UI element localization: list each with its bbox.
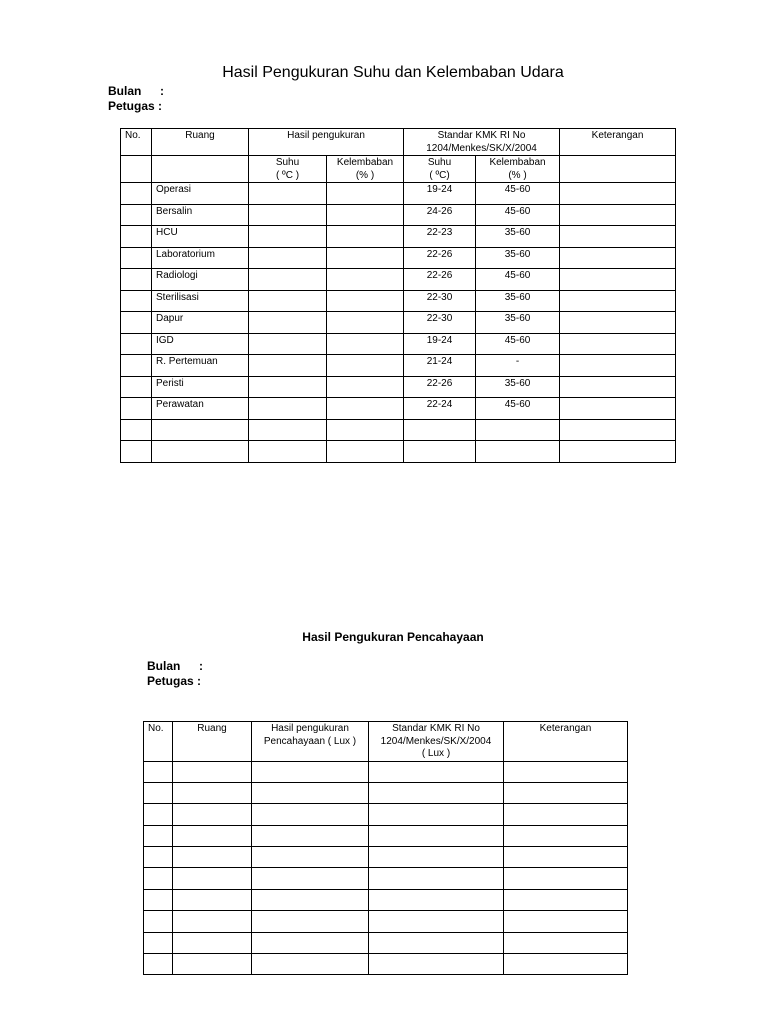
header-std-suhu-unit: ( ºC)	[429, 169, 450, 181]
cell-keterangan	[504, 782, 628, 803]
cell-no	[121, 290, 152, 312]
cell-no	[144, 825, 173, 846]
table-row	[121, 183, 676, 205]
cell-hasil	[252, 911, 369, 932]
header-standar-2	[369, 722, 504, 762]
cell-hasil	[252, 761, 369, 782]
cell-keterangan	[560, 312, 676, 334]
cell-std-kelembaban: 45-60	[476, 333, 560, 355]
cell-no	[144, 761, 173, 782]
cell-keterangan	[504, 847, 628, 868]
cell-no	[121, 247, 152, 269]
header-standar-line2: 1204/Menkes/SK/X/2004	[426, 142, 537, 154]
cell-keterangan	[504, 932, 628, 953]
header-ruang-cont	[152, 156, 249, 183]
cell-suhu	[249, 269, 327, 291]
header-standar2-line1: Standar KMK RI No	[392, 723, 480, 734]
cell-ruang	[173, 825, 252, 846]
cell-keterangan	[560, 290, 676, 312]
cell-suhu	[249, 355, 327, 377]
cell-kelembaban	[327, 312, 404, 334]
cell-kelembaban	[327, 333, 404, 355]
header-no-2: No.	[144, 722, 173, 762]
cell-ruang	[173, 761, 252, 782]
header-row	[144, 722, 628, 762]
cell-hasil	[252, 954, 369, 975]
cell-ruang	[173, 782, 252, 803]
cell-kelembaban	[327, 247, 404, 269]
header-keterangan-cont	[560, 156, 676, 183]
cell-ruang: Dapur	[152, 312, 249, 334]
cell-std-kelembaban: 35-60	[476, 247, 560, 269]
cell-ruang	[173, 932, 252, 953]
header-standar2-line2: 1204/Menkes/SK/X/2004	[380, 735, 492, 747]
header-keterangan-2: Keterangan	[504, 722, 628, 762]
cell-hasil	[252, 932, 369, 953]
cell-std-suhu	[404, 419, 476, 441]
petugas-label-2: Petugas :	[147, 674, 202, 688]
header-no: No.	[121, 129, 152, 156]
cell-std-suhu: 19-24	[404, 333, 476, 355]
cell-no	[121, 355, 152, 377]
cell-keterangan	[560, 226, 676, 248]
cell-no	[144, 911, 173, 932]
cell-ruang	[173, 868, 252, 889]
page-title: Hasil Pengukuran Suhu dan Kelembaban Udara	[222, 64, 564, 81]
header-keterangan: Keterangan	[560, 129, 676, 156]
cell-standar	[369, 911, 504, 932]
header-std-suhu-label: Suhu	[427, 157, 452, 168]
cell-hasil	[252, 889, 369, 910]
cell-keterangan	[504, 954, 628, 975]
cell-ruang: Bersalin	[152, 204, 249, 226]
cell-standar	[369, 868, 504, 889]
cell-no	[144, 954, 173, 975]
cell-std-suhu: 22-30	[404, 312, 476, 334]
cell-hasil	[252, 782, 369, 803]
suhu-kelembaban-table	[120, 128, 676, 463]
table-row	[121, 290, 676, 312]
cell-std-suhu: 19-24	[404, 183, 476, 205]
table-row	[144, 954, 628, 975]
table-row	[121, 355, 676, 377]
header-ruang: Ruang	[152, 129, 249, 156]
petugas-row	[108, 99, 164, 114]
cell-keterangan	[560, 398, 676, 420]
cell-no	[121, 226, 152, 248]
cell-hasil	[252, 825, 369, 846]
cell-ruang	[173, 847, 252, 868]
cell-keterangan	[504, 804, 628, 825]
cell-std-suhu: 22-23	[404, 226, 476, 248]
cell-ruang	[152, 419, 249, 441]
cell-standar	[369, 954, 504, 975]
cell-ruang: Radiologi	[152, 269, 249, 291]
bulan-colon-2: :	[199, 659, 203, 673]
header-std-kelembaban-label: Kelembaban	[489, 157, 546, 168]
cell-no	[144, 868, 173, 889]
table-row	[121, 398, 676, 420]
cell-keterangan	[560, 376, 676, 398]
cell-ruang: IGD	[152, 333, 249, 355]
cell-ruang: Sterilisasi	[152, 290, 249, 312]
section2-meta	[147, 659, 203, 689]
cell-std-kelembaban: 35-60	[476, 312, 560, 334]
cell-keterangan	[560, 269, 676, 291]
cell-suhu	[249, 398, 327, 420]
cell-ruang: R. Pertemuan	[152, 355, 249, 377]
cell-kelembaban	[327, 441, 404, 463]
section2-title: Hasil Pengukuran Pencahayaan	[302, 630, 484, 644]
cell-keterangan	[560, 355, 676, 377]
cell-keterangan	[560, 247, 676, 269]
cell-kelembaban	[327, 269, 404, 291]
cell-suhu	[249, 376, 327, 398]
cell-suhu	[249, 204, 327, 226]
cell-no	[121, 312, 152, 334]
cell-suhu	[249, 441, 327, 463]
cell-hasil	[252, 868, 369, 889]
cell-kelembaban	[327, 183, 404, 205]
cell-std-suhu: 22-26	[404, 247, 476, 269]
header-row-2	[121, 156, 676, 183]
cell-kelembaban	[327, 376, 404, 398]
cell-std-suhu: 22-30	[404, 290, 476, 312]
table-row	[144, 825, 628, 846]
header-suhu-unit: ( ºC )	[275, 169, 300, 181]
cell-hasil	[252, 804, 369, 825]
cell-ruang	[152, 441, 249, 463]
cell-kelembaban	[327, 355, 404, 377]
header-standar2-line3: ( Lux )	[421, 748, 451, 759]
cell-standar	[369, 889, 504, 910]
cell-keterangan	[504, 911, 628, 932]
table-row	[121, 376, 676, 398]
cell-std-kelembaban: 45-60	[476, 269, 560, 291]
cell-std-kelembaban: -	[476, 355, 560, 377]
cell-kelembaban	[327, 204, 404, 226]
cell-no	[144, 889, 173, 910]
cell-no	[121, 333, 152, 355]
cell-no	[121, 269, 152, 291]
cell-no	[121, 419, 152, 441]
cell-keterangan	[560, 419, 676, 441]
table-row	[121, 226, 676, 248]
cell-suhu	[249, 226, 327, 248]
bulan-label: Bulan	[108, 84, 142, 98]
cell-no	[121, 376, 152, 398]
cell-ruang: HCU	[152, 226, 249, 248]
cell-kelembaban	[327, 419, 404, 441]
cell-kelembaban	[327, 290, 404, 312]
header-std-kelembaban-unit: (% )	[508, 169, 527, 181]
cell-std-kelembaban: 35-60	[476, 376, 560, 398]
table-row	[144, 782, 628, 803]
header-hasil-line1: Hasil pengukuran	[271, 723, 349, 734]
cell-standar	[369, 932, 504, 953]
cell-no	[121, 441, 152, 463]
cell-keterangan	[504, 825, 628, 846]
cell-ruang	[173, 911, 252, 932]
header-no-cont	[121, 156, 152, 183]
cell-no	[144, 782, 173, 803]
header-kelembaban-label: Kelembaban	[336, 157, 394, 168]
cell-no	[144, 804, 173, 825]
cell-no	[121, 183, 152, 205]
cell-std-suhu: 22-26	[404, 269, 476, 291]
cell-suhu	[249, 183, 327, 205]
cell-standar	[369, 847, 504, 868]
cell-suhu	[249, 419, 327, 441]
table-row	[121, 247, 676, 269]
cell-std-suhu: 24-26	[404, 204, 476, 226]
header-std-suhu	[404, 156, 476, 183]
cell-hasil	[252, 847, 369, 868]
cell-std-suhu: 22-24	[404, 398, 476, 420]
table-row	[144, 847, 628, 868]
cell-keterangan	[504, 868, 628, 889]
table-row	[121, 269, 676, 291]
table-row	[144, 804, 628, 825]
table-row	[121, 312, 676, 334]
cell-no	[144, 932, 173, 953]
cell-standar	[369, 804, 504, 825]
cell-std-kelembaban	[476, 441, 560, 463]
bulan-row	[108, 84, 164, 99]
header-kelembaban-unit: (% )	[355, 169, 375, 181]
table-row	[144, 868, 628, 889]
table-row	[144, 761, 628, 782]
cell-ruang: Perawatan	[152, 398, 249, 420]
header-hasil-line2: Pencahayaan ( Lux )	[263, 735, 357, 747]
header-suhu-label: Suhu	[275, 157, 300, 168]
table-row	[121, 419, 676, 441]
cell-suhu	[249, 312, 327, 334]
cell-kelembaban	[327, 226, 404, 248]
header-hasil-pengukuran: Hasil pengukuran	[249, 129, 404, 156]
cell-suhu	[249, 247, 327, 269]
cell-ruang	[173, 954, 252, 975]
table-row	[144, 889, 628, 910]
cell-std-kelembaban	[476, 419, 560, 441]
header-standar	[404, 129, 560, 156]
cell-ruang: Operasi	[152, 183, 249, 205]
table-row	[121, 441, 676, 463]
cell-keterangan	[560, 333, 676, 355]
table-row	[121, 204, 676, 226]
petugas-label: Petugas :	[108, 99, 163, 113]
cell-ruang	[173, 804, 252, 825]
header-kelembaban	[327, 156, 404, 183]
cell-no	[121, 398, 152, 420]
section1-meta	[108, 84, 164, 114]
cell-standar	[369, 761, 504, 782]
cell-std-kelembaban: 35-60	[476, 226, 560, 248]
cell-suhu	[249, 333, 327, 355]
cell-no	[121, 204, 152, 226]
cell-std-kelembaban: 35-60	[476, 290, 560, 312]
pencahayaan-table	[143, 721, 628, 975]
cell-no	[144, 847, 173, 868]
cell-keterangan	[560, 183, 676, 205]
cell-kelembaban	[327, 398, 404, 420]
cell-keterangan	[504, 889, 628, 910]
header-standar-line1: Standar KMK RI No	[437, 130, 526, 141]
cell-std-kelembaban: 45-60	[476, 398, 560, 420]
cell-ruang: Peristi	[152, 376, 249, 398]
bulan-label-2: Bulan	[147, 659, 181, 673]
cell-std-suhu	[404, 441, 476, 463]
table-row	[144, 911, 628, 932]
header-suhu	[249, 156, 327, 183]
cell-standar	[369, 782, 504, 803]
petugas-row-2	[147, 674, 203, 689]
cell-keterangan	[560, 204, 676, 226]
bulan-row-2	[147, 659, 203, 674]
cell-ruang: Laboratorium	[152, 247, 249, 269]
cell-ruang	[173, 889, 252, 910]
bulan-colon: :	[160, 84, 164, 98]
header-ruang-2: Ruang	[173, 722, 252, 762]
header-hasil-pencahayaan	[252, 722, 369, 762]
cell-std-suhu: 22-26	[404, 376, 476, 398]
cell-std-kelembaban: 45-60	[476, 204, 560, 226]
header-row-1	[121, 129, 676, 156]
table-row	[121, 333, 676, 355]
cell-suhu	[249, 290, 327, 312]
cell-std-kelembaban: 45-60	[476, 183, 560, 205]
cell-std-suhu: 21-24	[404, 355, 476, 377]
cell-keterangan	[560, 441, 676, 463]
cell-keterangan	[504, 761, 628, 782]
cell-standar	[369, 825, 504, 846]
header-std-kelembaban	[476, 156, 560, 183]
table-row	[144, 932, 628, 953]
